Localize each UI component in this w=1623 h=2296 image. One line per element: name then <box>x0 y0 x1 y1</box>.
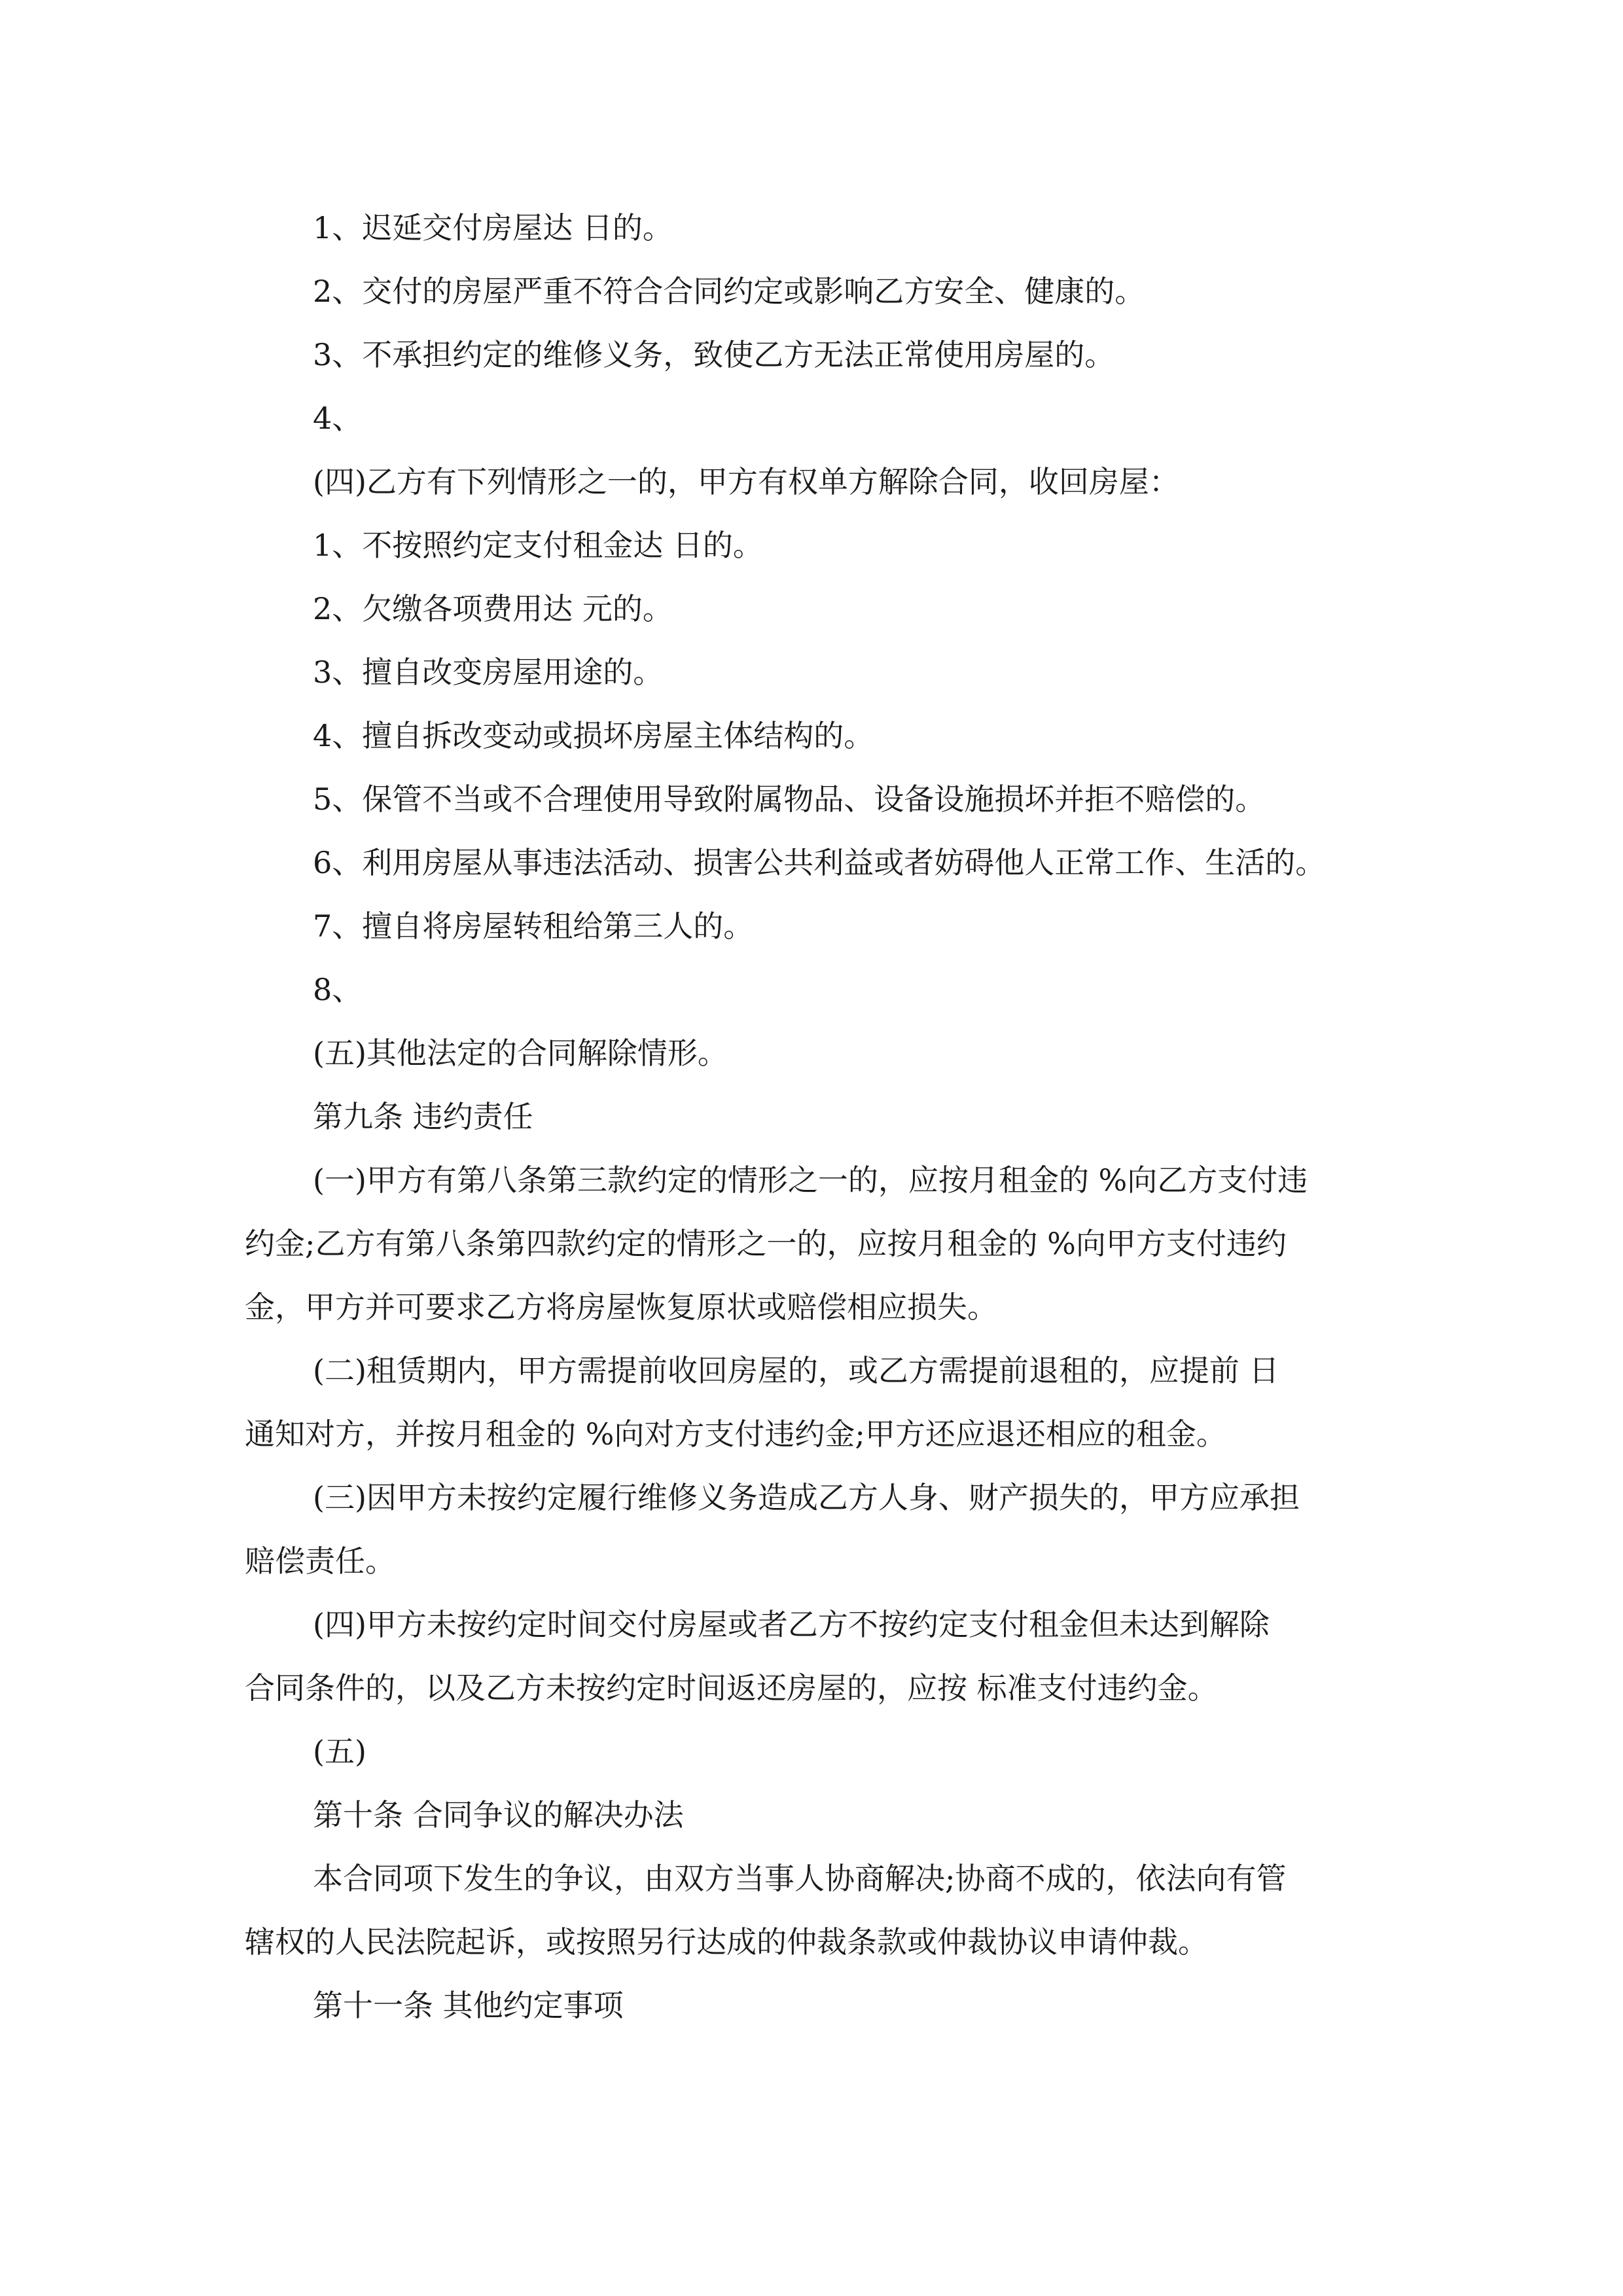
text-line: 1、不按照约定支付租金达 日的。 <box>313 528 763 563</box>
text-line: 4、擅自拆改变动或损坏房屋主体结构的。 <box>313 718 874 753</box>
text-line: (四)甲方未按约定时间交付房屋或者乙方不按约定支付租金但未达到解除 <box>313 1607 1270 1642</box>
text-line: 辖权的人民法院起诉，或按照另行达成的仲裁条款或仲裁协议申请仲裁。 <box>245 1924 1208 1960</box>
text-line: (二)租赁期内，甲方需提前收回房屋的，或乙方需提前退租的，应提前 日 <box>313 1353 1279 1388</box>
text-line: (一)甲方有第八条第三款约定的情形之一的，应按月租金的 %向乙方支付违 <box>313 1162 1308 1198</box>
text-line: 本合同项下发生的争议，由双方当事人协商解决;协商不成的，依法向有管 <box>313 1861 1287 1896</box>
text-line: 4、 <box>313 401 363 436</box>
text-line: (五) <box>313 1734 366 1769</box>
text-line: 2、欠缴各项费用达 元的。 <box>313 591 673 626</box>
text-line: 合同条件的，以及乙方未按约定时间返还房屋的，应按 标准支付违约金。 <box>245 1670 1218 1706</box>
text-line: 通知对方，并按月租金的 %向对方支付违约金;甲方还应退还相应的租金。 <box>245 1416 1226 1452</box>
section-heading: 第九条 违约责任 <box>313 1099 533 1134</box>
text-line: (四)乙方有下列情形之一的，甲方有权单方解除合同，收回房屋： <box>313 464 1179 499</box>
text-line: (三)因甲方未按约定履行维修义务造成乙方人身、财产损失的，甲方应承担 <box>313 1480 1300 1515</box>
text-line: 5、保管不当或不合理使用导致附属物品、设备设施损坏并拒不赔偿的。 <box>313 781 1266 817</box>
section-heading: 第十条 合同争议的解决办法 <box>313 1797 684 1833</box>
text-line: 赔偿责任。 <box>245 1543 395 1579</box>
text-line: 7、擅自将房屋转租给第三人的。 <box>313 908 754 944</box>
text-line: 金，甲方并可要求乙方将房屋恢复原状或赔偿相应损失。 <box>245 1289 997 1325</box>
text-line: 约金;乙方有第八条第四款约定的情形之一的，应按月租金的 %向甲方支付违约 <box>245 1226 1287 1261</box>
section-heading: 第十一条 其他约定事项 <box>313 1988 624 2023</box>
text-line: 6、利用房屋从事违法活动、损害公共利益或者妨碍他人正常工作、生活的。 <box>313 845 1326 880</box>
text-line: 3、不承担约定的维修义务，致使乙方无法正常使用房屋的。 <box>313 337 1115 372</box>
text-line: (五)其他法定的合同解除情形。 <box>313 1035 728 1071</box>
document-body <box>245 196 1383 2037</box>
text-line: 2、交付的房屋严重不符合合同约定或影响乙方安全、健康的。 <box>313 274 1145 309</box>
text-line: 8、 <box>313 972 363 1007</box>
text-line: 1、迟延交付房屋达 日的。 <box>313 210 673 245</box>
text-line: 3、擅自改变房屋用途的。 <box>313 655 664 690</box>
